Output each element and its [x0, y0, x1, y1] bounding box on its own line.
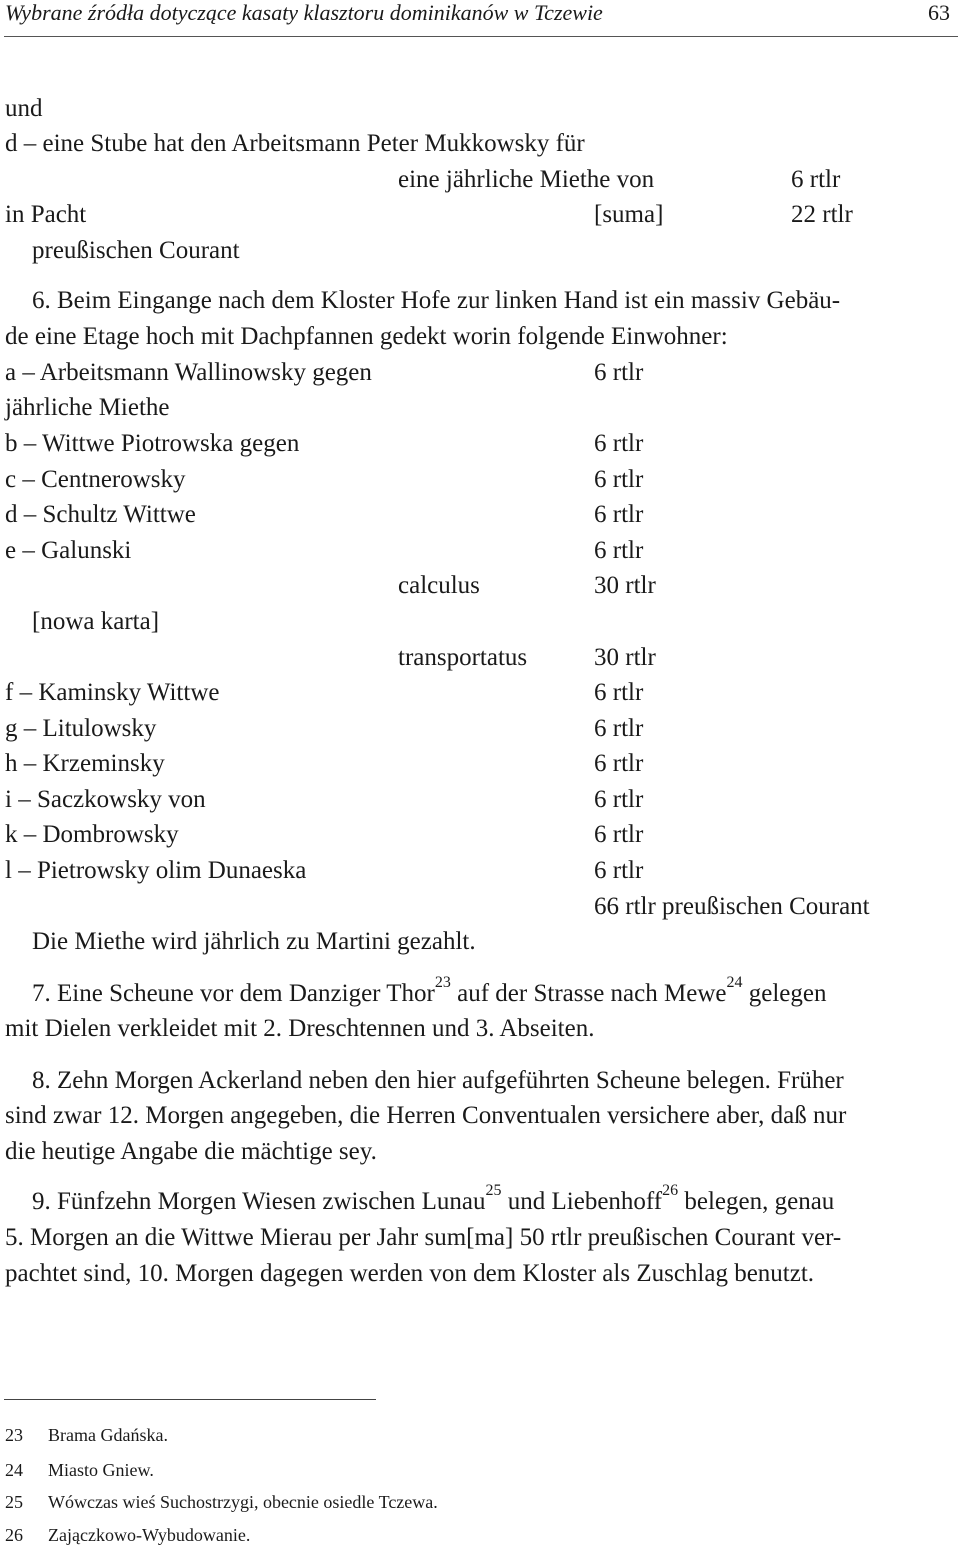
- tenant-row-amount: 6 rtlr: [594, 501, 644, 528]
- nowa-karta-note: [nowa karta]: [32, 608, 160, 635]
- section8-line3: die heutige Angabe die mächtige sey.: [5, 1138, 377, 1165]
- section9-text-c: belegen, genau: [678, 1188, 835, 1215]
- page-number: 63: [928, 0, 950, 25]
- tenant-row-amount: 6 rtlr: [594, 715, 644, 742]
- footnote-text: Miasto Gniew.: [48, 1460, 154, 1480]
- tenant-row-name: c – Centnerowsky: [5, 466, 186, 493]
- amount-miethe: 6 rtlr: [791, 166, 841, 193]
- section9-text-a: 9. Fünfzehn Morgen Wiesen zwischen Lunau: [32, 1188, 486, 1215]
- tenant-row-amount: 6 rtlr: [594, 430, 644, 457]
- tenant-row-name: e – Galunski: [5, 537, 132, 564]
- amount-suma: 22 rtlr: [791, 201, 853, 228]
- footnote-ref-26: 26: [662, 1182, 679, 1199]
- tenant-row-name: d – Schultz Wittwe: [5, 501, 196, 528]
- tenant-row-name: k – Dombrowsky: [5, 821, 179, 848]
- footnote-text: Brama Gdańska.: [48, 1425, 168, 1445]
- footnote-rule: [4, 1399, 376, 1400]
- footnote-text: Zajączkowo-Wybudowanie.: [48, 1525, 251, 1545]
- text-suma: [suma]: [594, 201, 664, 228]
- footnote-ref-24: 24: [726, 974, 743, 991]
- tenant-row-amount: 6 rtlr: [594, 679, 644, 706]
- footnote-number: 24: [5, 1460, 23, 1480]
- calculus-label: calculus: [398, 572, 480, 599]
- tenant-row-name: i – Saczkowsky von: [5, 786, 206, 813]
- running-header-title: Wybrane źródła dotyczące kasaty klasztoru dominikanów w Tczewie: [5, 0, 603, 25]
- section9-line2: 5. Morgen an die Wittwe Mierau per Jahr sum[ma] 50 rtlr preußischen Courant ver-: [5, 1224, 842, 1251]
- tenant-row-amount: 6 rtlr: [594, 359, 644, 386]
- tenant-row-amount: 6 rtlr: [594, 537, 644, 564]
- section7-line1: [32, 974, 827, 1007]
- footnote-ref-25: 25: [485, 1182, 502, 1199]
- text-courant: preußischen Courant: [32, 237, 240, 264]
- tenant-row-amount: 6 rtlr: [594, 857, 644, 884]
- transportatus-label: transportatus: [398, 644, 528, 671]
- section9-text-b: und Liebenhoff: [501, 1188, 663, 1215]
- section7-text-a: 7. Eine Scheune vor dem Danziger Thor: [32, 980, 435, 1007]
- total-amount: 66 rtlr preußischen Courant: [594, 893, 870, 920]
- header-rule: [4, 36, 958, 37]
- calculus-amount: 30 rtlr: [594, 572, 656, 599]
- section6-line2: de eine Etage hoch mit Dachpfannen gedekt worin folgende Einwohner:: [5, 323, 728, 350]
- tenant-row-name: a – Arbeitsmann Wallinowsky gegen: [5, 359, 372, 386]
- tenant-row-amount: 6 rtlr: [594, 821, 644, 848]
- tenant-row-amount: 6 rtlr: [594, 466, 644, 493]
- text-und: und: [5, 95, 43, 122]
- section7-text-c: gelegen: [742, 980, 827, 1007]
- tenant-row-amount: 6 rtlr: [594, 786, 644, 813]
- tenant-row-name: h – Krzeminsky: [5, 750, 165, 777]
- section8-line1: 8. Zehn Morgen Ackerland neben den hier aufgeführten Scheune belegen. Früher: [32, 1067, 844, 1094]
- section7-text-b: auf der Strasse nach Mewe: [450, 980, 727, 1007]
- text-miethe-von: eine jährliche Miethe von: [398, 166, 655, 193]
- footnote-text: Wówczas wieś Suchostrzygi, obecnie osiedle Tczewa.: [48, 1492, 438, 1512]
- tenant-row-amount: 6 rtlr: [594, 750, 644, 777]
- tenant-row-name: b – Wittwe Piotrowska gegen: [5, 430, 300, 457]
- footnote-number: 23: [5, 1425, 23, 1445]
- section9-line1: [32, 1182, 835, 1215]
- tenant-row-name: jährliche Miethe: [5, 394, 170, 421]
- footnote-number: 25: [5, 1492, 23, 1512]
- footnote-number: 26: [5, 1525, 23, 1545]
- section6-line1: 6. Beim Eingange nach dem Kloster Hofe zur linken Hand ist ein massiv Gebäu-: [32, 287, 841, 314]
- footnote-ref-23: 23: [434, 974, 451, 991]
- section9-line3: pachtet sind, 10. Morgen dagegen werden von dem Kloster als Zuschlag benutzt.: [5, 1260, 815, 1287]
- text-d-stube: d – eine Stube hat den Arbeitsmann Peter Mukkowsky für: [5, 130, 585, 157]
- transportatus-amount: 30 rtlr: [594, 644, 656, 671]
- section7-line2: mit Dielen verkleidet mit 2. Dreschtennen und 3. Abseiten.: [5, 1015, 595, 1042]
- martini-note: Die Miethe wird jährlich zu Martini gezahlt.: [32, 928, 476, 955]
- tenant-row-name: g – Litulowsky: [5, 715, 157, 742]
- tenant-row-name: f – Kaminsky Wittwe: [5, 679, 220, 706]
- text-in-pacht: in Pacht: [5, 201, 87, 228]
- section8-line2: sind zwar 12. Morgen angegeben, die Herren Conventualen versichere aber, daß nur: [5, 1102, 847, 1129]
- tenant-row-name: l – Pietrowsky olim Dunaeska: [5, 857, 307, 884]
